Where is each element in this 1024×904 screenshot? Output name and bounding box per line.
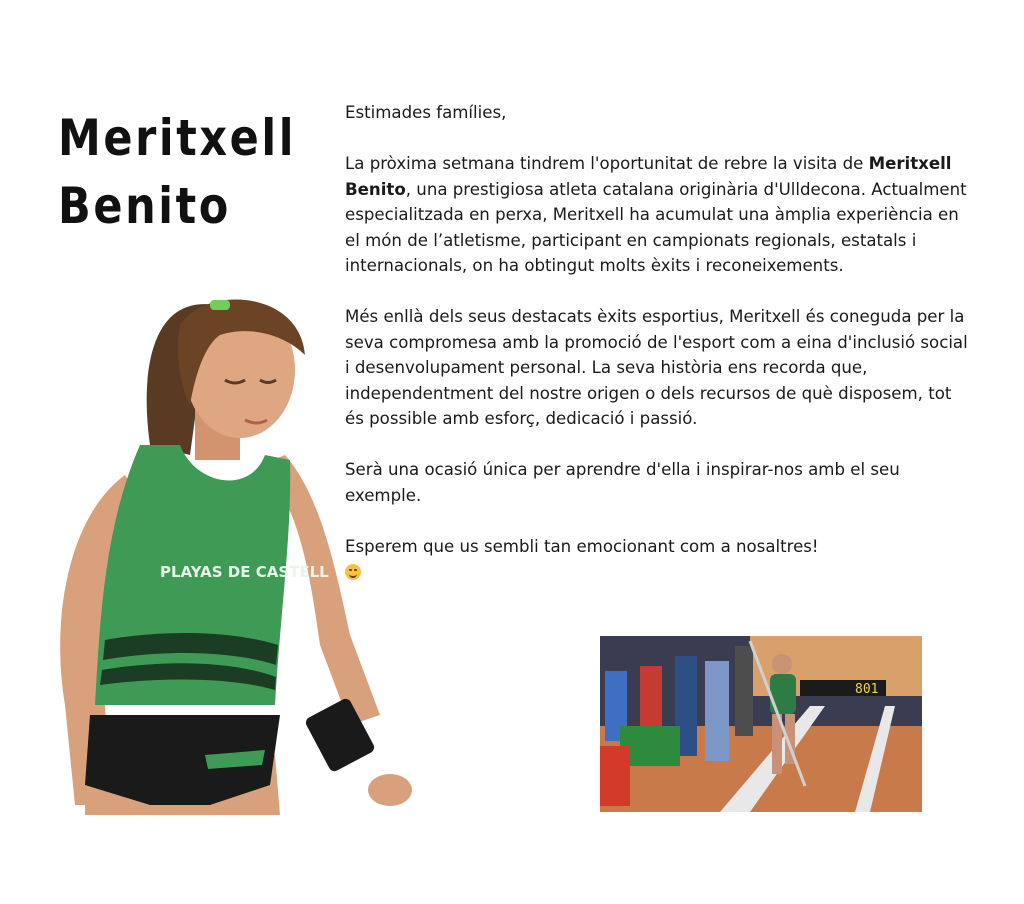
- title-line-last-name: Benito: [58, 177, 231, 235]
- intro-text-end: , una prestigiosa atleta catalana originària d'Ulldecona. Actualment especialitzada en perxa, Meritxell ha acumulat una àmplia experiència en el món de l’atletisme, participant en campionats regionals, estatals i internacionals, on ha obtingut molts èxits i reconeixements.: [345, 179, 967, 275]
- scoreboard-digits: 801: [855, 682, 879, 697]
- athlete-portrait-image: [30, 285, 430, 815]
- title-line-first-name: Meritxell: [58, 109, 297, 167]
- paragraph-values: Més enllà dels seus destacats èxits esportius, Meritxell és coneguda per la seva compromesa amb la promoció de l'esport com a eina d'inclusió social i desenvolupament personal. La seva història ens recorda que, independentment del nostre origen o dels recursos de què disposem, tot és possible amb esforç, dedicació i passió.: [345, 307, 968, 428]
- jersey-lettering: PLAYAS DE CASTELL: [160, 563, 329, 581]
- paragraph-closing: [345, 534, 970, 585]
- greeting: Estimades famílies,: [345, 103, 507, 122]
- page-title: [58, 104, 297, 240]
- pole-vault-action-photo: [600, 636, 922, 812]
- closing-text: Esperem que us sembli tan emocionant com a nosaltres!: [345, 536, 819, 556]
- intro-text-start: La pròxima setmana tindrem l'oportunitat de rebre la visita de: [345, 154, 869, 173]
- paragraph-opportunity: Serà una ocasió única per aprendre d'ella i inspirar-nos amb el seu exemple.: [345, 460, 900, 505]
- letter-body: [345, 100, 970, 585]
- athlete-name-bold: Meritxell Benito: [345, 154, 952, 199]
- paragraph-intro: [345, 151, 970, 279]
